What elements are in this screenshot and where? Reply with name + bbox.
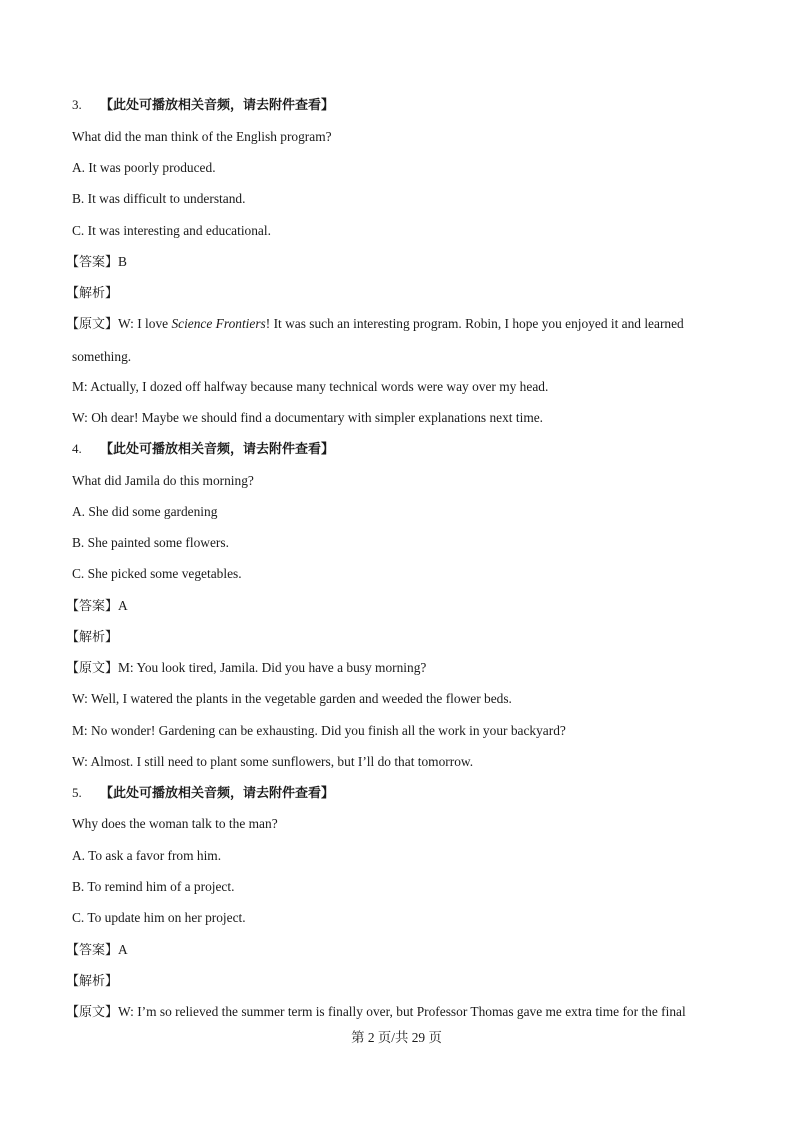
q4-option-b: B. She painted some flowers. xyxy=(72,535,229,550)
q3-option-a: A. It was poorly produced. xyxy=(72,160,216,175)
q5-option-c: C. To update him on her project. xyxy=(72,910,246,925)
q3-analysis xyxy=(66,284,732,303)
q5-transcript-first: W: I’m so relieved the summer term is finally over, but Professor Thomas gave me extra time for the final xyxy=(118,1004,686,1019)
q5-answer-label: 【答案】 xyxy=(66,943,119,958)
q3-header xyxy=(72,96,732,115)
q3-answer-value: B xyxy=(118,254,127,269)
q4-answer-value: A xyxy=(118,598,128,613)
q3-transcript-title: Science Frontiers xyxy=(171,316,266,331)
q3-transcript-part1: W: I love xyxy=(118,316,172,331)
q5-question: Why does the woman talk to the man? xyxy=(72,816,278,831)
q5-analysis xyxy=(66,972,732,991)
q4-option-a: A. She did some gardening xyxy=(72,504,218,519)
q3-transcript xyxy=(66,308,732,373)
q4-transcript-label: 【原文】 xyxy=(66,661,119,676)
q5-transcript xyxy=(66,1003,732,1022)
page-footer: 第 2 页/共 29 页 xyxy=(351,1030,442,1045)
q5-option-a: A. To ask a favor from him. xyxy=(72,848,222,863)
q4-answer-label: 【答案】 xyxy=(66,599,119,614)
q5-answer xyxy=(66,941,732,960)
q4-transcript-first: M: You look tired, Jamila. Did you have a busy morning? xyxy=(118,660,427,675)
q5-answer-value: A xyxy=(118,942,128,957)
q5-number: 5. xyxy=(72,785,82,800)
q3-transcript-part2: ! It was such an interesting program. Robin, I hope you enjoyed it and learned something. xyxy=(72,316,684,364)
q3-question: What did the man think of the English program? xyxy=(72,129,332,144)
q4-header xyxy=(72,440,732,459)
q4-number: 4. xyxy=(72,441,82,456)
q3-option-c: C. It was interesting and educational. xyxy=(72,223,271,238)
q4-analysis xyxy=(66,628,732,647)
q5-header xyxy=(72,784,732,803)
q4-analysis-label: 【解析】 xyxy=(66,630,119,645)
q4-option-c: C. She picked some vegetables. xyxy=(72,566,242,581)
q3-audio-note[interactable]: 【此处可播放相关音频，请去附件查看】 xyxy=(100,98,335,113)
q3-transcript-line: W: Oh dear! Maybe we should find a documentary with simpler explanations next time. xyxy=(72,410,544,425)
q3-analysis-label: 【解析】 xyxy=(66,286,119,301)
q3-number: 3. xyxy=(72,97,82,112)
q3-answer xyxy=(66,253,732,272)
q4-transcript xyxy=(66,659,732,678)
q4-transcript-line: M: No wonder! Gardening can be exhausting. Did you finish all the work in your backyard? xyxy=(72,723,566,738)
q5-analysis-label: 【解析】 xyxy=(66,974,119,989)
q4-transcript-line: W: Well, I watered the plants in the vegetable garden and weeded the flower beds. xyxy=(72,691,512,706)
q4-question: What did Jamila do this morning? xyxy=(72,473,254,488)
q3-option-b: B. It was difficult to understand. xyxy=(72,191,246,206)
q3-transcript-label: 【原文】 xyxy=(66,317,119,332)
q4-answer xyxy=(66,597,732,616)
q4-audio-note[interactable]: 【此处可播放相关音频，请去附件查看】 xyxy=(100,442,335,457)
q3-transcript-line: M: Actually, I dozed off halfway because many technical words were way over my head. xyxy=(72,379,549,394)
q3-answer-label: 【答案】 xyxy=(66,255,119,270)
q5-audio-note[interactable]: 【此处可播放相关音频，请去附件查看】 xyxy=(100,786,335,801)
q5-transcript-label: 【原文】 xyxy=(66,1005,119,1020)
q4-transcript-line: W: Almost. I still need to plant some sunflowers, but I’ll do that tomorrow. xyxy=(72,754,474,769)
q5-option-b: B. To remind him of a project. xyxy=(72,879,235,894)
